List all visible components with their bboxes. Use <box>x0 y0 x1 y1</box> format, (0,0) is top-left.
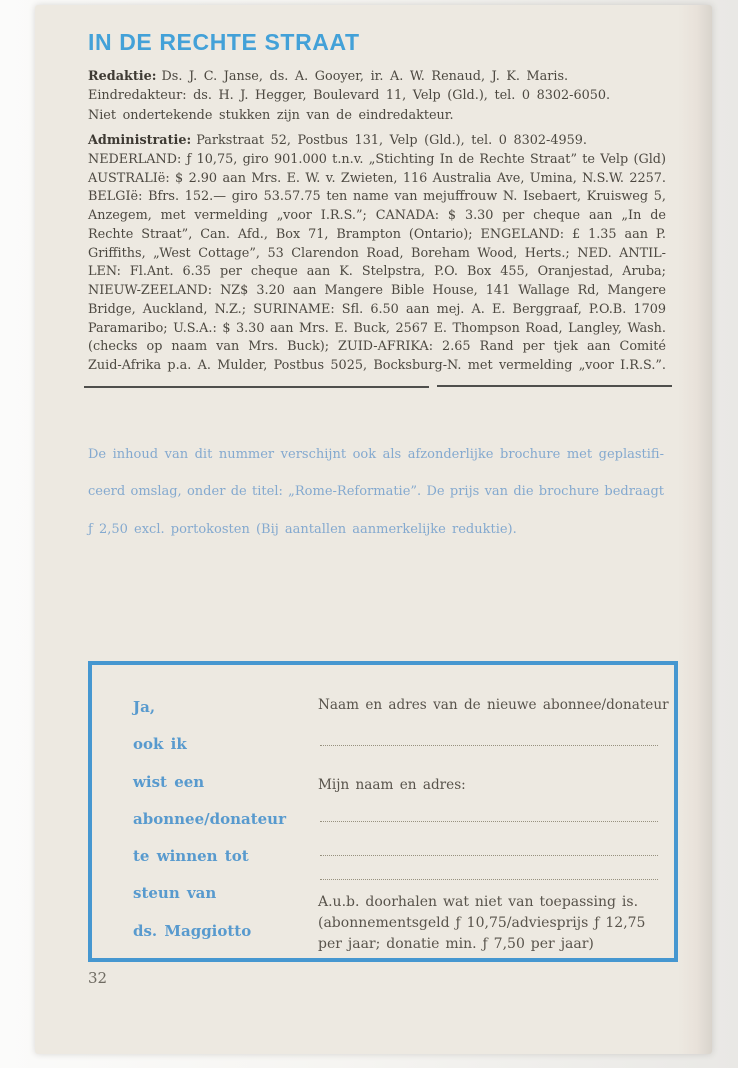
administratie-line: Bridge, Auckland, N.Z.; SURINAME: Sfl. 6.50 aan mej. A. E. Berggraaf, P.O.B. 1709 <box>88 301 666 317</box>
administratie-line: NIEUW-ZEELAND: NZ$ 3.20 aan Mangere Bible House, 141 Wallage Rd, Mangere <box>88 283 666 298</box>
administratie-line: NEDERLAND: ƒ 10,75, giro 901.000 t.n.v. „Stichting In de Rechte Straat” te Velp (Gld) <box>88 151 666 167</box>
administratie-line: LEN: Fl.Ant. 6.35 per cheque aan K. Stelpstra, P.O. Box 455, Oranjestad, Aruba; <box>88 264 666 280</box>
instruction-line: (abonnementsgeld ƒ 10,75/adviesprijs ƒ 12,75 <box>318 914 646 931</box>
redaktie-paragraph <box>88 67 666 125</box>
form-instructions <box>318 892 645 954</box>
administratie-line: Anzegem, met vermelding „voor I.R.S.”; CANADA: $ 3.30 per cheque aan „In de <box>88 208 666 223</box>
redaktie-names: Ds. J. C. Janse, ds. A. Gooyer, ir. A. W. Renaud, J. K. Maris. <box>161 69 569 84</box>
notice-line: ceerd omslag, onder de titel: „Rome-Reformatie”. De prijs van die brochure bedraagt <box>88 484 664 500</box>
page-number: 32 <box>88 969 108 987</box>
slogan-line: te winnen tot <box>133 847 249 866</box>
administratie-line: BELGIë: Bfrs. 152.— giro 53.57.75 ten name van mejuffrouw N. Isebaert, Kruisweg 5, <box>88 189 666 205</box>
redaktie-label: Redaktie: <box>88 69 157 84</box>
slogan-line: Ja, <box>133 698 156 716</box>
administratie-line: Rechte Straat”, Can. Afd., Box 71, Brampton (Ontario); ENGELAND: £ 1.35 aan P. <box>88 226 666 242</box>
write-in-line <box>320 821 658 822</box>
administratie-line: Zuid-Afrika p.a. A. Mulder, Postbus 5025, Bocksburg-N. met vermelding „voor I.R.S.”. <box>88 358 666 373</box>
redaktie-line: Niet ondertekende stukken zijn van de eindredakteur. <box>88 107 454 123</box>
write-in-line <box>320 745 658 746</box>
brochure-notice <box>88 436 664 548</box>
redaktie-line <box>88 67 666 86</box>
divider-rule-right <box>437 385 672 387</box>
write-in-line <box>320 879 658 880</box>
administratie-paragraph <box>88 132 666 376</box>
administratie-line <box>88 132 666 151</box>
slogan-line: ds. Maggiotto <box>133 921 252 940</box>
write-in-line <box>320 855 658 856</box>
own-name-label: Mijn naam en adres: <box>318 777 466 793</box>
redaktie-line: Eindredakteur: ds. H. J. Hegger, Boulevard 11, Velp (Gld.), tel. 0 8302-6050. <box>88 88 611 104</box>
administratie-label: Administratie: <box>88 133 192 148</box>
page-title: IN DE RECHTE STRAAT <box>88 29 360 55</box>
notice-line: ƒ 2,50 excl. portokosten (Bij aantallen aanmerkelijke reduktie). <box>88 521 517 537</box>
administratie-line: Griffiths, „West Cottage”, 53 Clarendon Road, Boreham Wood, Herts.; NED. ANTIL- <box>88 245 666 261</box>
instruction-line: per jaar; donatie min. ƒ 7,50 per jaar) <box>318 935 594 952</box>
slogan-line: steun van <box>133 884 217 903</box>
slogan-line: ook ik <box>133 735 187 754</box>
divider-rule-left <box>84 386 429 388</box>
scanned-magazine-page <box>35 5 712 1054</box>
slogan-line: abonnee/donateur <box>133 809 286 828</box>
instruction-line: A.u.b. doorhalen wat niet van toepassing is. <box>318 894 639 910</box>
new-subscriber-label: Naam en adres van de nieuwe abonnee/donateur <box>318 697 669 713</box>
slogan-line: wist een <box>133 772 205 791</box>
subscription-form-box <box>88 661 678 962</box>
administratie-line: Paramaribo; U.S.A.: $ 3.30 aan Mrs. E. Buck, 2567 E. Thompson Road, Langley, Wash. <box>88 320 666 336</box>
administratie-line: AUSTRALIë: $ 2.90 aan Mrs. E. W. v. Zwieten, 116 Australia Ave, Umina, N.S.W. 2257. <box>88 170 666 186</box>
notice-line: De inhoud van dit nummer verschijnt ook als afzonderlijke brochure met geplastifi- <box>88 447 664 462</box>
administratie-address: Parkstraat 52, Postbus 131, Velp (Gld.), tel. 0 8302-4959. <box>196 133 587 148</box>
administratie-line: (checks op naam van Mrs. Buck); ZUID-AFRIKA: 2.65 Rand per tjek aan Comité <box>88 339 666 355</box>
form-slogan <box>133 689 286 950</box>
